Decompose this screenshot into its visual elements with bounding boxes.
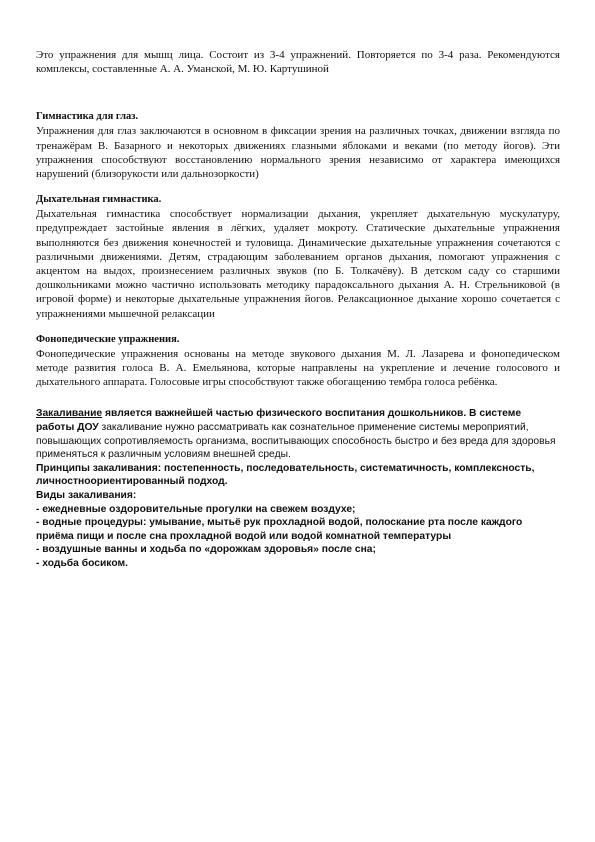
section-heading-eyes: Гимнастика для глаз.	[36, 111, 139, 123]
list-item: - водные процедуры: умывание, мытьё рук прохладной водой, полоскание рта после каждого приёма пищи и после сна прохладной водой или водой комнатной температуры	[36, 517, 523, 542]
hardening-intro-bold: является важнейшей частью физического воспитания дошкольников. В системе работы ДОУ	[36, 408, 522, 434]
section-breathing	[36, 193, 560, 321]
hardening-types-heading: Виды закаливания:	[36, 490, 137, 502]
hardening-principles: Принципы закаливания: постепенность, последовательность, систематичность, комплексность, личностноориентированный подход.	[36, 462, 535, 488]
section-text-breathing: Дыхательная гимнастика способствует нормализации дыхания, укрепляет дыхательную мускулатуру, предупреждает застойные явления в лёгких, удаляет мокроту. Статические дыхательные упражнения выполняются без движения конечностей и туловища. Динамические дыхательные упражнения сочетаются с различными движениями. Детям, страдающим заболеванием органов дыхания, помогают упражнения с акцентом на выдох, произнесением различных звуков (по Б. Толкачёву). В детском саду со старшими дошкольниками можно частично использовать методику парадоксального дыхания А. Н. Стрельниковой (в игровой форме) и некоторые дыхательные упражнения йогов. Релаксационное дыхание хорошо сочетается с упражнениями мышечной релаксации	[36, 208, 560, 320]
section-text-eyes: Упражнения для глаз заключаются в основном в фиксации зрения на различных точках, движении взгляда по тренажёрам В. Базарного и некоторых движениях глазными яблоками и веками (по методу йогов). Эти упражнения способствуют восстановлению нормального зрения независимо от характера имеющихся нарушений (близорукости или дальнозоркости)	[36, 125, 560, 181]
document-body	[36, 48, 560, 571]
hardening-intro	[36, 407, 560, 461]
section-hardening	[36, 407, 560, 570]
hardening-term: Закаливание	[36, 408, 103, 420]
section-phonopedic	[36, 333, 560, 390]
section-heading-phonopedic: Фонопедические упражнения.	[36, 333, 180, 345]
list-item: - воздушные ванны и ходьба по «дорожкам здоровья» после сна;	[36, 544, 376, 556]
list-item: - ходьба босиком.	[36, 557, 128, 569]
hardening-intro-rest: закаливание нужно рассматривать как сознательное применение системы мероприятий, повышающих сопротивляемость организма, воспитывающих способность быстро и без вреда для здоровья применяться к различным условиям внешней среды.	[36, 422, 556, 461]
section-heading-breathing: Дыхательная гимнастика.	[36, 194, 162, 206]
list-item: - ежедневные оздоровительные прогулки на свежем воздухе;	[36, 503, 356, 515]
section-text-phonopedic: Фонопедические упражнения основаны на методе звукового дыхания М. Л. Лазарева и фонопедическом методе развития голоса В. А. Емельянова, которые направлены на укрепление и лечение голосового и дыхательного аппарата. Голосовые игры способствуют также обогащению тембра голоса ребёнка.	[36, 347, 560, 389]
intro-paragraph: Это упражнения для мышц лица. Состоит из 3-4 упражнений. Повторяется по 3-4 раза. Рекомендуются комплексы, составленные А. А. Уманской, М. Ю. Картушиной	[36, 49, 560, 76]
section-eyes	[36, 110, 560, 181]
